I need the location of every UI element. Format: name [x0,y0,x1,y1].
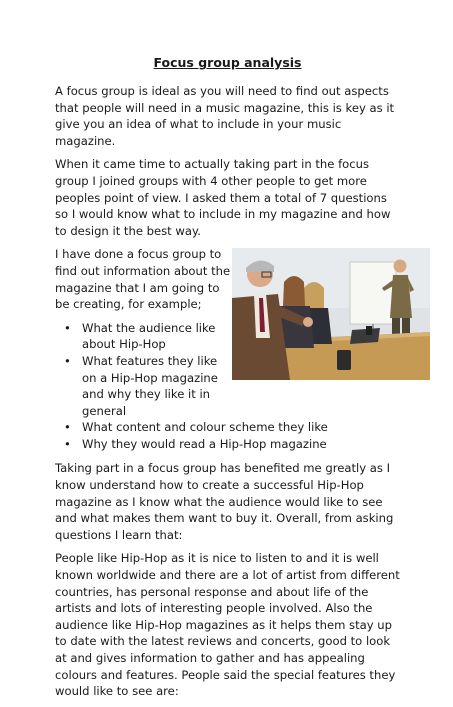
list-item: • What features they like on a Hip-Hop magazine and why they like it in general [55,353,232,419]
list-item: • What the audience like about Hip-Hop [55,320,232,353]
list-item: • What content and colour scheme they like [55,419,400,436]
paragraph-method: When it came time to actually taking part in the focus group I joined groups with 4 other people to get more peoples point of view. I asked them a total of 7 questions so I would know what to include in my magazine and how to design it the best way. [55,157,391,238]
figure-section [55,246,400,452]
document-page [55,55,400,707]
list-item: • Why they would read a Hip-Hop magazine [55,436,400,453]
paragraph-findings: People like Hip-Hop as it is nice to listen to and it is well known worldwide and there are a lot of artist from different countries, has personal response and about life of the artists and lots of interesting people involved. Also the audience like Hip-Hop magazines as it helps them stay up to date with the latest reviews and concerts, good to look at and gives information to gather and has appealing colours and features. People said the special features they would like to see are: [55,551,400,699]
paragraph-intro: A focus group is ideal as you will need to find out aspects that people will need in a music magazine, this is key as it give you an idea of what to include in your music magazine. [55,84,395,148]
focus-group-meeting-icon [232,248,430,380]
paragraph-benefits: Taking part in a focus group has benefited me greatly as I know understand how to create a successful Hip-Hop magazine as I know what the audience would like to see and what makes them want to buy it. Overall, from asking questions I learn that: [55,461,394,542]
focus-group-photo [232,248,430,380]
paragraph-focus-group-purpose: I have done a focus group to find out information about the magazine that I am going to be creating, for example; [55,247,231,312]
page-title: Focus group analysis [153,55,302,70]
